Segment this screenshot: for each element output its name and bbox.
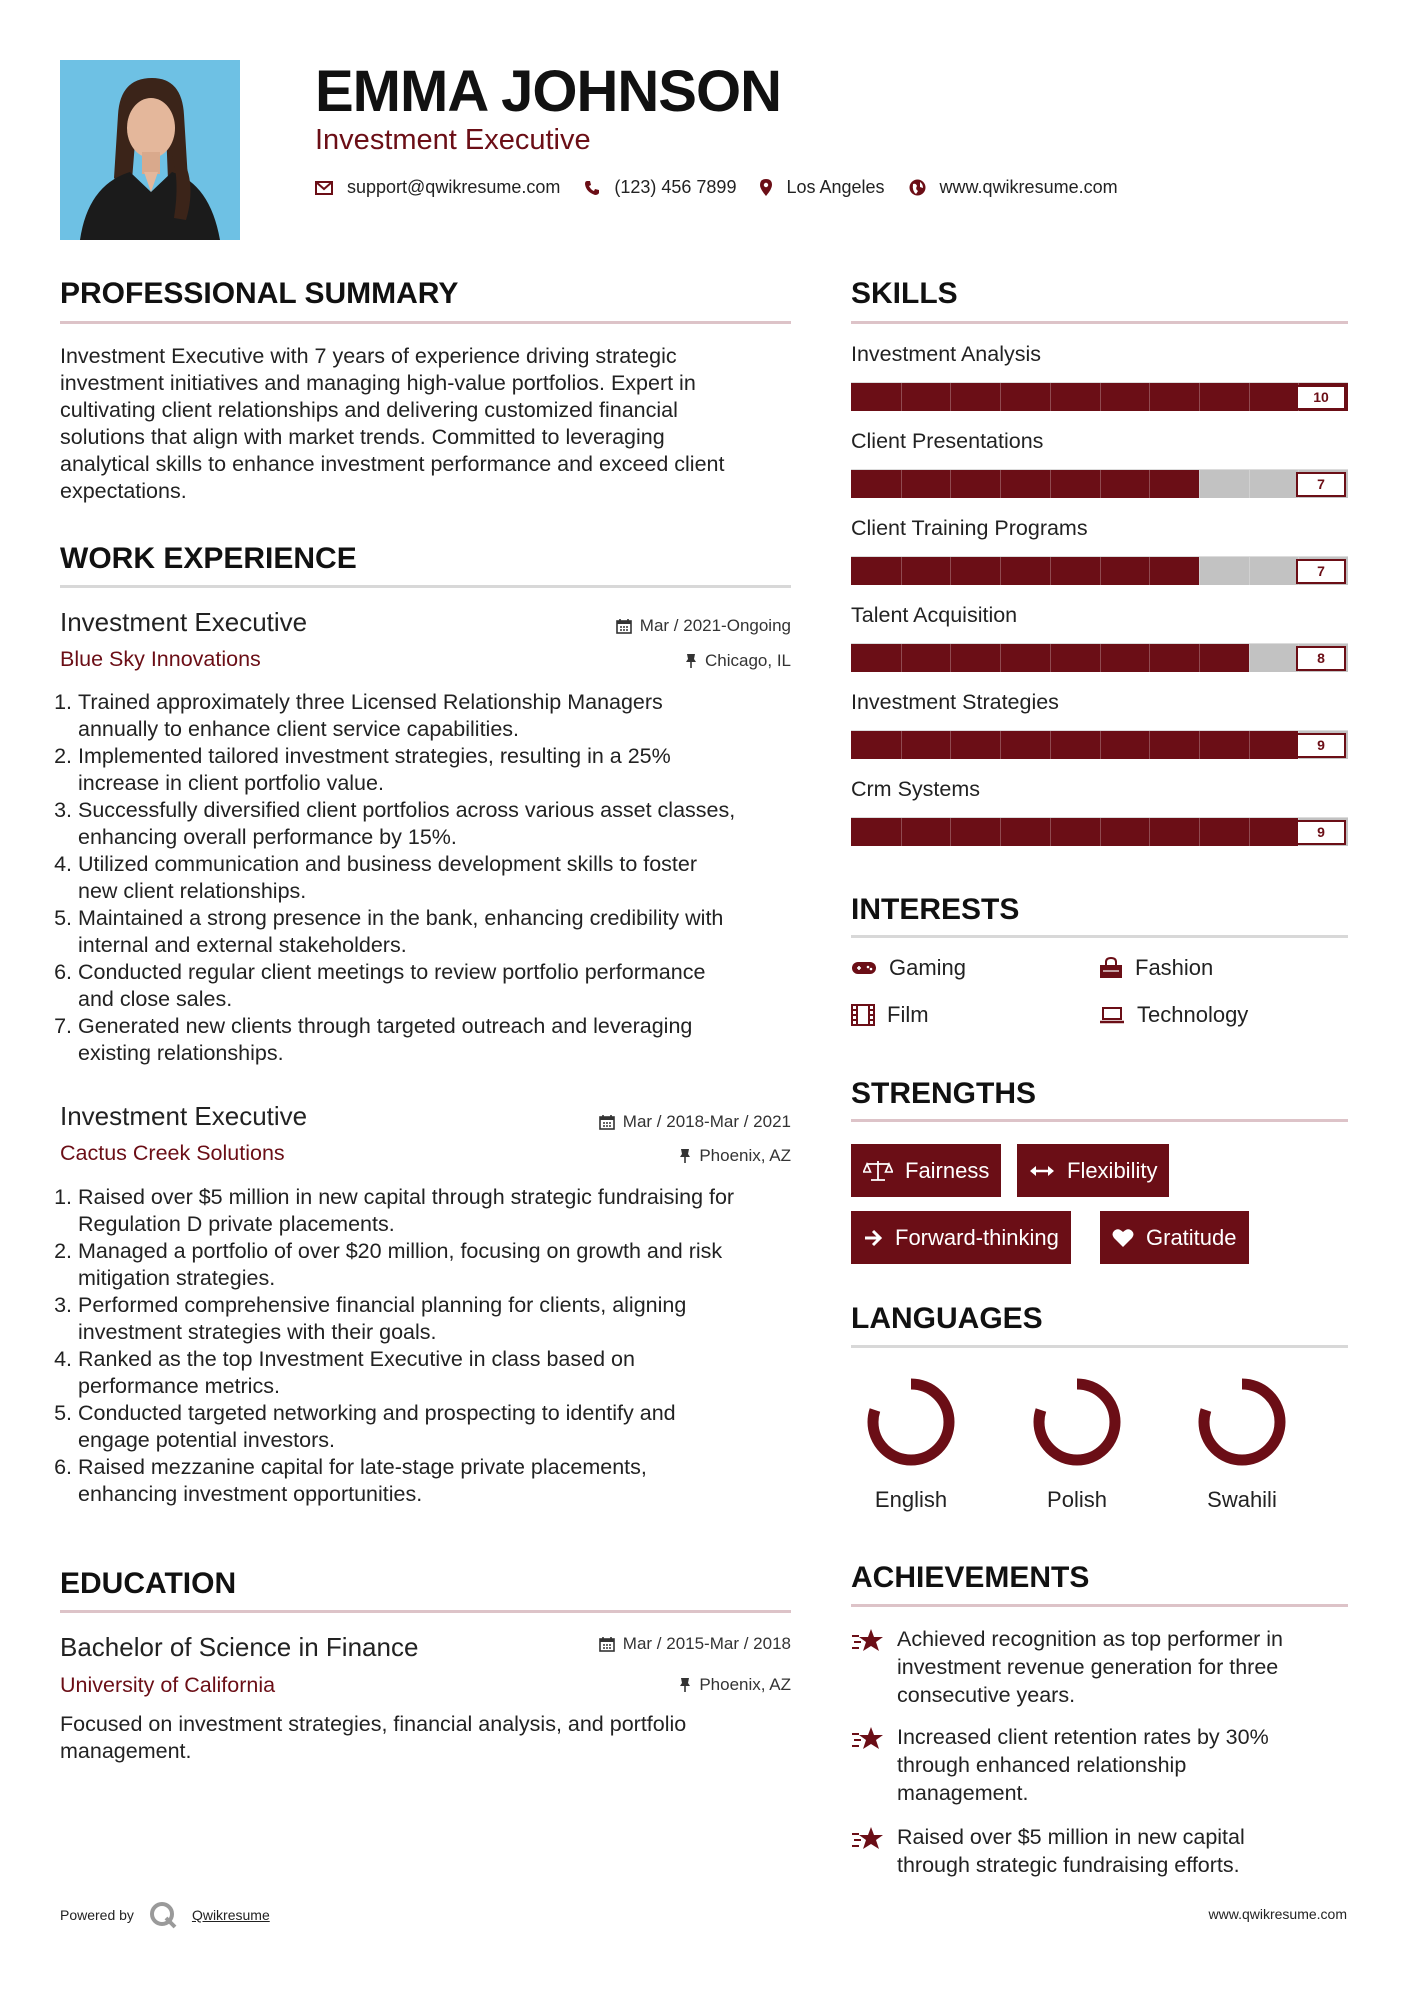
bullet-line: Trained approximately three Licensed Relationship Managers	[78, 690, 663, 714]
list-item	[78, 1238, 800, 1292]
contact-location-text: Los Angeles	[786, 177, 885, 197]
bullet-line: new client relationships.	[78, 879, 307, 903]
shopping-bag-icon	[1099, 957, 1123, 979]
skill-bar-segment	[901, 818, 902, 846]
bullet-line: internal and external stakeholders.	[78, 933, 407, 957]
bullet-line: Generated new clients through targeted outreach and leveraging	[78, 1014, 693, 1038]
languages-divider	[851, 1345, 1348, 1348]
job-dates-text: Mar / 2021-Ongoing	[639, 616, 791, 635]
achievement-line: through enhanced relationship	[897, 1753, 1187, 1777]
skill-label: Investment Analysis	[851, 342, 1042, 366]
list-item	[78, 959, 800, 1013]
summary-line: Investment Executive with 7 years of experience driving strategic	[60, 344, 677, 368]
list-item	[78, 905, 800, 959]
powered-by-text: Powered by	[60, 1907, 134, 1923]
skill-bar-segment	[1199, 557, 1200, 585]
achievement-line: investment revenue generation for three	[897, 1655, 1279, 1679]
list-item	[78, 1013, 800, 1067]
skill-bar-segment	[1249, 557, 1250, 585]
bullet-line: Conducted regular client meetings to review portfolio performance	[78, 960, 706, 984]
achievement-item	[851, 1625, 1331, 1709]
film-icon	[851, 1004, 875, 1026]
arrows-horizontal-icon	[1029, 1164, 1055, 1178]
list-item	[78, 743, 800, 797]
strength-chip	[1100, 1211, 1249, 1264]
skill-bar-fill	[851, 470, 1199, 498]
achievement-line: consecutive years.	[897, 1683, 1076, 1707]
education-dates	[500, 1634, 791, 1654]
summary-divider	[60, 321, 791, 324]
summary-line: cultivating client relationships and delivering customized financial	[60, 398, 678, 422]
pushpin-icon	[685, 653, 697, 669]
qwikresume-link[interactable]: Qwikresume	[191, 1907, 270, 1923]
strength-chip	[851, 1144, 1001, 1197]
skill-bar-segment	[950, 731, 951, 759]
list-item	[78, 1346, 800, 1400]
work-divider	[60, 585, 791, 588]
bullet-line: Maintained a strong presence in the bank, enhancing credibility with	[78, 906, 724, 930]
contact-bar	[315, 177, 1142, 198]
skill-bar-segment	[1000, 557, 1001, 585]
job-location	[500, 1146, 791, 1166]
pushpin-icon	[679, 1677, 691, 1693]
skill-bar	[851, 469, 1348, 498]
candidate-name: EMMA JOHNSON	[315, 59, 781, 124]
language-ring	[861, 1372, 961, 1472]
achievement-item	[851, 1723, 1331, 1807]
pushpin-icon	[679, 1148, 691, 1164]
interest-film	[851, 1002, 929, 1028]
skill-bar-segment	[1050, 731, 1051, 759]
skill-bar-segment	[901, 557, 902, 585]
contact-email-text: support@qwikresume.com	[347, 177, 561, 197]
list-item	[78, 1292, 800, 1346]
calendar-icon	[599, 1114, 615, 1130]
bullet-line: performance metrics.	[78, 1374, 280, 1398]
skill-bar-segment	[950, 383, 951, 411]
star-award-icon	[851, 1725, 885, 1753]
achievement-line: Achieved recognition as top performer in	[897, 1627, 1284, 1651]
skill-bar-segment	[1249, 470, 1250, 498]
skill-bar-segment	[1149, 383, 1150, 411]
skill-bar-segment	[1000, 818, 1001, 846]
language-ring	[1027, 1372, 1127, 1472]
laptop-icon	[1099, 1006, 1125, 1024]
skill-bar-fill	[851, 818, 1298, 846]
job-bullets	[60, 1184, 800, 1508]
globe-icon	[909, 179, 926, 196]
footer-website[interactable]: www.qwikresume.com	[1208, 1906, 1347, 1922]
balance-scale-icon	[863, 1160, 893, 1182]
skill-bar-segment	[1199, 731, 1200, 759]
bullet-line: Utilized communication and business development skills to foster	[78, 852, 698, 876]
education-line: management.	[60, 1739, 192, 1763]
bullet-line: enhancing overall performance by 15%.	[78, 825, 457, 849]
languages-heading: LANGUAGES	[851, 1302, 1043, 1335]
achievement-item	[851, 1823, 1331, 1879]
profile-photo	[60, 60, 240, 240]
bullet-line: engage potential investors.	[78, 1428, 335, 1452]
summary-line: investment initiatives and managing high-value portfolios. Expert in	[60, 371, 696, 395]
bullet-line: Conducted targeted networking and prospecting to identify and	[78, 1401, 676, 1425]
skill-bar-segment	[1000, 470, 1001, 498]
list-item	[78, 1400, 800, 1454]
skill-bar-segment	[1050, 644, 1051, 672]
footer-powered	[60, 1900, 270, 1930]
phone-icon	[584, 180, 600, 196]
gamepad-icon	[851, 960, 877, 976]
interests-heading: INTERESTS	[851, 893, 1020, 926]
contact-website[interactable]	[909, 177, 1118, 198]
job-location-text: Chicago, IL	[705, 651, 791, 670]
contact-phone[interactable]	[584, 177, 736, 198]
bullet-line: enhancing investment opportunities.	[78, 1482, 423, 1506]
skill-bar-segment	[950, 557, 951, 585]
language-item	[1182, 1372, 1302, 1513]
skill-bar-fill	[851, 731, 1298, 759]
skill-bar-segment	[1050, 818, 1051, 846]
list-item	[78, 689, 800, 743]
bullet-line: Regulation D private placements.	[78, 1212, 395, 1236]
achievement-line: Increased client retention rates by 30%	[897, 1725, 1269, 1749]
language-name: Swahili	[1207, 1487, 1277, 1512]
skill-bar	[851, 643, 1348, 672]
job-dates-text: Mar / 2018-Mar / 2021	[622, 1112, 791, 1131]
job-location-text: Phoenix, AZ	[699, 1146, 791, 1165]
achievement-text	[897, 1625, 1283, 1709]
bullet-line: and close sales.	[78, 987, 233, 1011]
summary-text	[60, 343, 800, 505]
skill-bar-segment	[1050, 557, 1051, 585]
summary-heading: PROFESSIONAL SUMMARY	[60, 277, 459, 310]
skill-bar-segment	[1100, 383, 1101, 411]
arrow-right-icon	[863, 1229, 883, 1247]
education-location-text: Phoenix, AZ	[699, 1675, 791, 1694]
star-award-icon	[851, 1825, 885, 1853]
strength-chip	[1017, 1144, 1169, 1197]
contact-phone-text: (123) 456 7899	[614, 177, 737, 197]
skill-bar	[851, 817, 1348, 846]
bullet-line: annually to enhance client service capabilities.	[78, 717, 520, 741]
job-location	[500, 651, 791, 671]
education-location	[500, 1675, 791, 1695]
strength-label: Flexibility	[1067, 1157, 1158, 1183]
achievement-line: management.	[897, 1781, 1029, 1805]
skill-bar-segment	[1050, 470, 1051, 498]
list-item	[78, 797, 800, 851]
calendar-icon	[599, 1636, 615, 1652]
bullet-line: investment strategies with their goals.	[78, 1320, 437, 1344]
list-item	[78, 1454, 800, 1508]
summary-line: solutions that align with market trends. Committed to leveraging	[60, 425, 665, 449]
interest-gaming	[851, 955, 966, 981]
language-name: Polish	[1047, 1487, 1107, 1512]
skill-score: 7	[1296, 559, 1346, 584]
job-bullets	[60, 689, 800, 1067]
envelope-icon	[315, 181, 333, 195]
skill-score: 10	[1296, 385, 1346, 410]
interest-label: Technology	[1137, 1002, 1249, 1027]
bullet-line: Ranked as the top Investment Executive in class based on	[78, 1347, 635, 1371]
degree-title: Bachelor of Science in Finance	[60, 1632, 419, 1662]
education-description	[60, 1711, 800, 1765]
skill-bar-segment	[1149, 731, 1150, 759]
skill-score: 7	[1296, 472, 1346, 497]
bullet-line: Raised over $5 million in new capital through strategic fundraising for	[78, 1185, 735, 1209]
school-name: University of California	[60, 1673, 276, 1697]
strength-label: Fairness	[905, 1157, 990, 1183]
skill-bar-segment	[1249, 644, 1250, 672]
skill-bar-segment	[1100, 557, 1101, 585]
skill-label: Crm Systems	[851, 777, 980, 801]
interest-fashion	[1099, 955, 1213, 981]
strength-label: Forward-thinking	[895, 1224, 1059, 1250]
job-company: Blue Sky Innovations	[60, 647, 261, 671]
calendar-icon	[616, 618, 632, 634]
education-divider	[60, 1610, 791, 1613]
achievements-heading: ACHIEVEMENTS	[851, 1561, 1090, 1594]
skill-bar-segment	[1100, 470, 1101, 498]
skill-bar-segment	[1100, 731, 1101, 759]
skill-bar-segment	[1149, 818, 1150, 846]
skill-bar-segment	[1000, 644, 1001, 672]
interest-technology	[1099, 1002, 1248, 1028]
skill-label: Talent Acquisition	[851, 603, 1018, 627]
strength-label: Gratitude	[1146, 1224, 1237, 1250]
skill-score: 8	[1296, 646, 1346, 671]
skill-bar-segment	[901, 470, 902, 498]
job-dates	[500, 616, 791, 636]
bullet-line: Managed a portfolio of over $20 million, focusing on growth and risk	[78, 1239, 723, 1263]
bullet-line: mitigation strategies.	[78, 1266, 276, 1290]
interest-label: Gaming	[889, 955, 967, 980]
summary-line: analytical skills to enhance investment performance and exceed client	[60, 452, 725, 476]
job-company: Cactus Creek Solutions	[60, 1141, 285, 1165]
skill-bar-fill	[851, 557, 1199, 585]
list-item	[78, 1184, 800, 1238]
qwikresume-logo-icon	[148, 1900, 178, 1930]
language-level-arc	[1039, 1384, 1115, 1460]
skill-bar-segment	[901, 731, 902, 759]
skill-label: Client Presentations	[851, 429, 1044, 453]
language-level-arc	[1204, 1384, 1280, 1460]
skill-bar-segment	[1050, 383, 1051, 411]
skill-bar-segment	[1100, 818, 1101, 846]
bullet-line: existing relationships.	[78, 1041, 284, 1065]
bullet-line: Raised mezzanine capital for late-stage private placements,	[78, 1455, 647, 1479]
skill-bar-segment	[901, 383, 902, 411]
skill-bar-segment	[1149, 470, 1150, 498]
skill-bar-segment	[1249, 383, 1250, 411]
achievement-text	[897, 1723, 1269, 1807]
skill-label: Investment Strategies	[851, 690, 1059, 714]
education-heading: EDUCATION	[60, 1567, 237, 1600]
skill-bar-segment	[1149, 644, 1150, 672]
skill-bar-segment	[1149, 557, 1150, 585]
skill-bar-segment	[950, 818, 951, 846]
interest-label: Fashion	[1135, 955, 1214, 980]
language-level-arc	[873, 1384, 949, 1460]
skill-bar-segment	[1249, 818, 1250, 846]
skill-bar	[851, 730, 1348, 759]
skill-bar	[851, 556, 1348, 585]
star-award-icon	[851, 1627, 885, 1655]
language-item	[1017, 1372, 1137, 1513]
language-item	[851, 1372, 971, 1513]
heart-icon	[1112, 1228, 1134, 1248]
skill-bar-segment	[1000, 383, 1001, 411]
language-name: English	[874, 1487, 948, 1512]
skill-bar-segment	[1249, 731, 1250, 759]
contact-location	[760, 177, 884, 198]
strengths-heading: STRENGTHS	[851, 1077, 1037, 1110]
education-dates-text: Mar / 2015-Mar / 2018	[622, 1634, 791, 1653]
bullet-line: Implemented tailored investment strategies, resulting in a 25%	[78, 744, 671, 768]
skills-divider	[851, 321, 1348, 324]
skills-heading: SKILLS	[851, 277, 958, 310]
skill-bar-segment	[1199, 470, 1200, 498]
achievement-text	[897, 1823, 1245, 1879]
summary-line: expectations.	[60, 479, 187, 503]
job-dates	[500, 1112, 791, 1132]
skill-bar-segment	[901, 644, 902, 672]
skill-bar-segment	[950, 470, 951, 498]
contact-email[interactable]	[315, 177, 560, 198]
contact-website-text: www.qwikresume.com	[939, 177, 1118, 197]
job-title: Investment Executive	[60, 607, 308, 637]
skill-bar-segment	[1199, 818, 1200, 846]
skill-bar-segment	[1199, 383, 1200, 411]
education-line: Focused on investment strategies, financial analysis, and portfolio	[60, 1712, 687, 1736]
achievement-line: through strategic fundraising efforts.	[897, 1853, 1240, 1877]
candidate-title: Investment Executive	[315, 124, 591, 156]
skill-score: 9	[1296, 820, 1346, 845]
list-item	[78, 851, 800, 905]
skill-label: Client Training Programs	[851, 516, 1088, 540]
skill-bar-segment	[1100, 644, 1101, 672]
skill-bar	[851, 382, 1348, 411]
bullet-line: Successfully diversified client portfolios across various asset classes,	[78, 798, 736, 822]
skill-bar-segment	[950, 644, 951, 672]
bullet-line: increase in client portfolio value.	[78, 771, 384, 795]
strengths-divider	[851, 1119, 1348, 1122]
interests-divider	[851, 935, 1348, 938]
map-pin-icon	[760, 179, 772, 196]
achievement-line: Raised over $5 million in new capital	[897, 1825, 1245, 1849]
language-ring	[1192, 1372, 1292, 1472]
strength-chip	[851, 1211, 1071, 1264]
interest-label: Film	[887, 1002, 929, 1027]
bullet-line: Performed comprehensive financial planning for clients, aligning	[78, 1293, 687, 1317]
work-heading: WORK EXPERIENCE	[60, 542, 357, 575]
skill-bar-segment	[1000, 731, 1001, 759]
skill-bar-segment	[1199, 644, 1200, 672]
achievements-divider	[851, 1604, 1348, 1607]
skill-score: 9	[1296, 733, 1346, 758]
job-title: Investment Executive	[60, 1101, 308, 1131]
